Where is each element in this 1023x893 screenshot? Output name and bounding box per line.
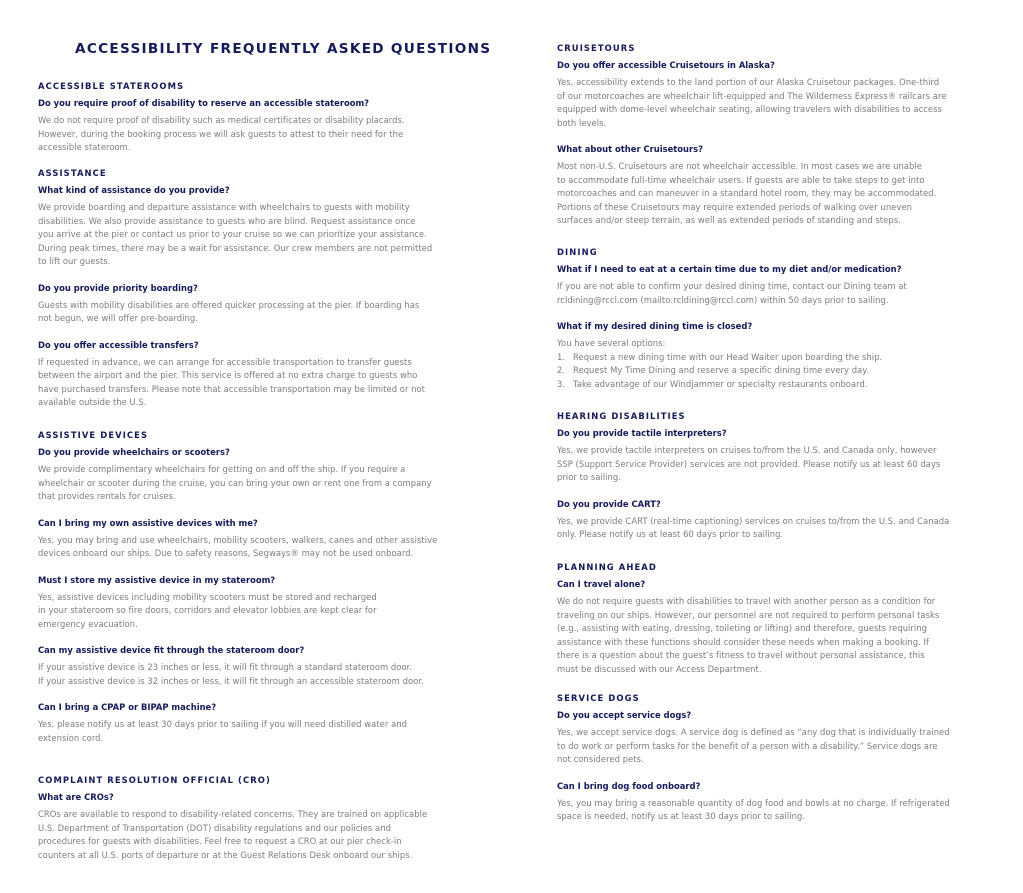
answer-line: you arrive at the pier or contact us prior to your cruise so we can prioritize your assistance.: [38, 229, 427, 239]
answer-line: SSP (Support Service Provider) services are not provided. Please notify us at least 60 days: [557, 458, 941, 469]
answer-line: Most non-U.S. Cruisetours are not wheelchair accessible. In most cases we are unable: [557, 161, 922, 171]
section-heading: SERVICE DOGS: [557, 693, 640, 703]
answer-line: If your assistive device is 23 inches or less, it will fit through a standard stateroom door.: [38, 662, 413, 672]
faq-answer: [38, 718, 478, 745]
faq-answer: [557, 595, 997, 676]
answer-line: not begun, we will offer pre-boarding.: [38, 313, 198, 323]
answer-line: Yes, we provide tactile interpreters on cruises to/from the U.S. and Canada only, however: [557, 445, 937, 455]
faq-question: What if my desired dining time is closed?: [557, 321, 753, 331]
answer-line: If your assistive device is 32 inches or less, it will fit through an accessible stateroom door.: [38, 675, 424, 686]
faq-question: What kind of assistance do you provide?: [38, 185, 230, 195]
faq-answer: [38, 463, 478, 504]
section-heading: CRUISETOURS: [557, 43, 636, 53]
answer-line: that provides rentals for cruises.: [38, 491, 176, 501]
answer-line: there is a question about the guest’s fitness to travel without personal assistance, this: [557, 650, 925, 660]
answer-line: extension cord.: [38, 732, 104, 743]
answer-line: both levels.: [557, 117, 607, 128]
faq-answer: [38, 534, 478, 561]
answer-line: Yes, we accept service dogs. A service dog is defined as “any dog that is individually trained: [557, 727, 950, 737]
answer-line: have purchased transfers. Please note that accessible transportation may be limited or not: [38, 383, 426, 394]
section-planning-ahead: [557, 562, 997, 690]
answer-line: procedures for guests with disabilities. Feel free to request a CRO at our pier check-in: [38, 836, 402, 846]
answer-line: U.S. Department of Transportation (DOT) disability regulations and our policies and: [38, 822, 391, 833]
section-heading: COMPLAINT RESOLUTION OFFICIAL (CRO): [38, 775, 271, 785]
answer-line: Yes, please notify us at least 30 days prior to sailing if you will need distilled water and: [38, 719, 407, 729]
faq-question: Can I bring a CPAP or BIPAP machine?: [38, 702, 217, 712]
section-heading: HEARING DISABILITIES: [557, 411, 686, 421]
faq-answer: [38, 808, 478, 862]
answer-line: Yes, assistive devices including mobility scooters must be stored and recharged: [38, 591, 377, 602]
faq-question: Can my assistive device fit through the stateroom door?: [38, 645, 305, 655]
faq-question: Do you provide wheelchairs or scooters?: [38, 447, 230, 457]
answer-line: Guests with mobility disabilities are offered quicker processing at the pier. If boarding has: [38, 299, 420, 310]
answer-line: counters at all U.S. ports of departure or at the Guest Relations Desk onboard our ships.: [38, 849, 413, 860]
answer-line: accessible stateroom.: [38, 142, 131, 152]
faq-answer: [557, 76, 997, 130]
answer-line: We provide boarding and departure assistance with wheelchairs to guests with mobility: [38, 202, 410, 212]
answer-line: Portions of these Cruisetours may require extended periods of walking over uneven: [557, 201, 912, 212]
answer-intro: You have several options:: [557, 338, 666, 348]
section-heading: ASSISTANCE: [38, 168, 107, 178]
answer-line: to do work or perform tasks for the benefit of a person with a disability.” Service dogs are: [557, 740, 938, 751]
faq-answer: [38, 356, 478, 410]
list-text: Request a new dining time with our Head Waiter upon boarding the ship.: [573, 351, 883, 362]
faq-answer: [557, 797, 997, 824]
answer-line: to lift our guests.: [38, 256, 111, 266]
answer-line: equipped with dome-level wheelchair seating, allowing travelers with disabilities to access: [557, 104, 942, 114]
answer-line: must be discussed with our Access Department.: [557, 663, 762, 674]
faq-question: Do you require proof of disability to reserve an accessible stateroom?: [38, 98, 370, 108]
list-text: Take advantage of our Windjammer or specialty restaurants onboard.: [573, 378, 868, 389]
faq-question: Do you offer accessible transfers?: [38, 339, 199, 350]
answer-line: Yes, accessibility extends to the land portion of our Alaska Cruisetour packages. One-third: [557, 77, 940, 87]
faq-answer: [557, 444, 997, 485]
answer-line: only. Please notify us at least 60 days prior to sailing.: [557, 529, 784, 539]
answer-line: If you are not able to confirm your desired dining time, contact our Dining team at: [557, 281, 907, 291]
list-number: 3.: [557, 378, 566, 389]
faq-question: Do you offer accessible Cruisetours in Alaska?: [557, 60, 775, 70]
faq-question: Do you accept service dogs?: [557, 710, 692, 720]
answer-line: We do not require guests with disabilities to travel with another person as a condition for: [557, 596, 936, 606]
section-service-dogs: [557, 693, 997, 838]
answer-line: CROs are available to respond to disability-related concerns. They are trained on applicable: [38, 809, 428, 819]
answer-line: Yes, you may bring and use wheelchairs, mobility scooters, walkers, canes and other assistive: [38, 534, 438, 545]
section-dining: [557, 247, 997, 405]
section-accessible-staterooms: [38, 81, 478, 169]
faq-answer: [38, 114, 478, 155]
answer-line: If requested in advance, we can arrange for accessible transportation to transfer guests: [38, 356, 412, 367]
section-heading: ASSISTIVE DEVICES: [38, 430, 149, 440]
answer-line: space is needed, notify us at least 30 days prior to sailing.: [557, 811, 806, 821]
faq-question: What about other Cruisetours?: [557, 144, 703, 154]
answer-line: Yes, we provide CART (real-time captioning) services on cruises to/from the U.S. and Canada: [557, 515, 950, 526]
answer-line: traveling on our ships. However, our personnel are not required to perform personal tasks: [557, 609, 940, 620]
answer-line: We do not require proof of disability such as medical certificates or disability placards.: [38, 115, 405, 125]
section-heading: DINING: [557, 247, 598, 257]
answer-line: surfaces and/or steep terrain, as well as extended periods of standing and steps.: [557, 215, 901, 225]
section-assistance: [38, 168, 478, 424]
faq-question: Can I travel alone?: [557, 579, 646, 589]
answer-line: not considered pets.: [557, 754, 644, 764]
answer-line: between the airport and the pier. This service is offered at no extra charge to guests who: [38, 370, 418, 380]
list-number: 2.: [557, 365, 566, 375]
answer-line: emergency evacuation.: [38, 618, 138, 629]
faq-question: Do you provide tactile interpreters?: [557, 428, 727, 438]
answer-line: We provide complimentary wheelchairs for getting on and off the ship. If you require a: [38, 464, 406, 474]
answer-line: (e.g., assisting with eating, dressing, toileting or lifting) and therefore, guests requiring: [557, 623, 928, 633]
section-heading: PLANNING AHEAD: [557, 562, 657, 572]
faq-answer: [557, 515, 997, 542]
faq-question: Do you provide priority boarding?: [38, 282, 198, 293]
faq-question: Can I bring my own assistive devices with me?: [38, 517, 258, 528]
answer-line: available outside the U.S.: [38, 397, 147, 407]
faq-answer: [557, 337, 997, 391]
answer-line: motorcoaches and can maneuver in a standard hotel room, they may be accommodated.: [557, 188, 937, 198]
section-hearing-disabilities: [557, 411, 997, 556]
answer-line: in your stateroom so fire doors, corridors and elevator lobbies are kept clear for: [38, 605, 377, 615]
faq-question: Do you provide CART?: [557, 498, 661, 509]
faq-question: Must I store my assistive device in my stateroom?: [38, 574, 276, 585]
faq-question: What if I need to eat at a certain time due to my diet and/or medication?: [557, 264, 902, 274]
faq-question: Can I bring dog food onboard?: [557, 780, 701, 791]
faq-question: What are CROs?: [38, 792, 114, 802]
option-list-item: [557, 378, 997, 392]
answer-line: rcldining@rccl.com (mailto:rcldining@rccl.com) within 50 days prior to sailing.: [557, 294, 889, 305]
answer-line: Yes, you may bring a reasonable quantity of dog food and bowls at no charge. If refrigerated: [557, 797, 950, 808]
faq-answer: [557, 726, 997, 767]
section-cruisetours: [557, 43, 997, 242]
page-title: ACCESSIBILITY FREQUENTLY ASKED QUESTIONS: [75, 41, 492, 57]
answer-line: to accommodate full-time wheelchair users. If guests are able to take steps to get into: [557, 174, 925, 185]
section-cro: [38, 775, 478, 876]
answer-line: devices onboard our ships. Due to safety reasons, Segways® may not be used onboard.: [38, 548, 414, 558]
list-number: 1.: [557, 351, 566, 362]
answer-line: assistance with these functions should consider these needs when making a booking. If: [557, 636, 930, 647]
answer-line: wheelchair or scooter during the cruise, you can bring your own or rent one from a company: [38, 477, 432, 488]
answer-line: disabilities. We also provide assistance to guests who are blind. Request assistance once: [38, 215, 416, 226]
faq-answer: [38, 201, 478, 269]
faq-answer: [557, 160, 997, 228]
answer-line: prior to sailing.: [557, 472, 621, 482]
faq-answer: [38, 591, 478, 632]
answer-line: of our motorcoaches are wheelchair lift-equipped and The Wilderness Express® railcars are: [557, 90, 947, 101]
list-text: Request My Time Dining and reserve a specific dining time every day.: [573, 365, 869, 375]
faq-answer: [557, 280, 997, 307]
faq-answer: [38, 661, 478, 688]
answer-line: However, during the booking process we will ask guests to attest to their need for the: [38, 128, 404, 139]
faq-answer: [38, 299, 478, 326]
option-list-item: [557, 364, 997, 378]
section-assistive-devices: [38, 430, 478, 759]
answer-line: During peak times, there may be a wait for assistance. Our crew members are not permitted: [38, 242, 433, 253]
section-heading: ACCESSIBLE STATEROOMS: [38, 81, 185, 91]
option-list-item: [557, 351, 997, 365]
